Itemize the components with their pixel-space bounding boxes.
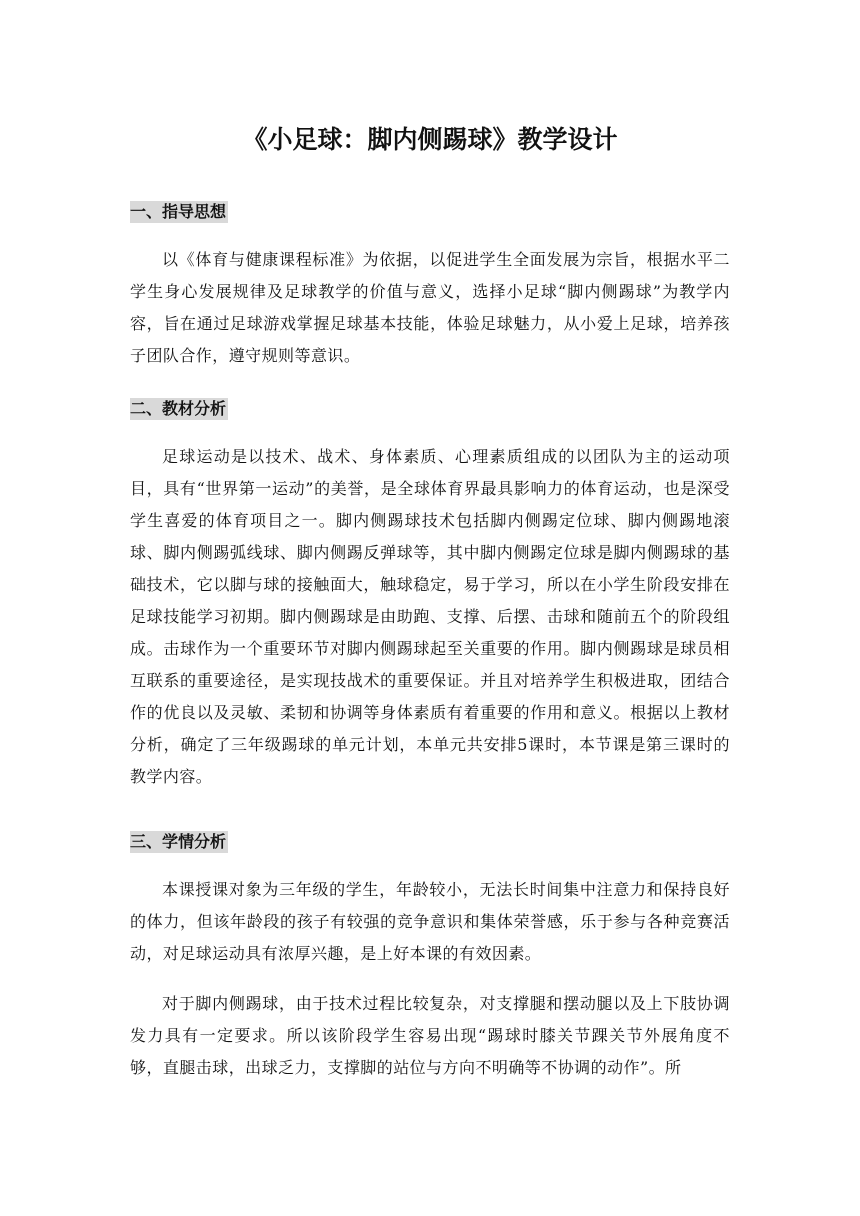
paragraph-student-analysis-1: 本课授课对象为三年级的学生，年龄较小，无法长时间集中注意力和保持良好的体力，但该年龄段的孩子有较强的竞争意识和集体荣誉感，乐于参与各种竞赛活动，对足球运动具有浓厚兴趣，是上好本课的有效因素。 xyxy=(130,880,730,963)
paragraph-material-analysis: 足球运动是以技术、战术、身体素质、心理素质组成的以团队为主的运动项目，具有“世界第一运动”的美誉，是全球体育界最具影响力的体育运动，也是深受学生喜爱的体育项目之一。脚内侧踢球技术包括脚内侧踢定位球、脚内侧踢地滚球、脚内侧踢弧线球、脚内侧踢反弹球等，其中脚内侧踢定位球是脚内侧踢球的基础技术，它以脚与球的接触面大，触球稳定，易于学习，所以在小学生阶段安排在足球技能学习初期。脚内侧踢球是由助跑、支撑、后摆、击球和随前五个的阶段组成。击球作为一个重要环节对脚内侧踢球起至关重要的作用。脚内侧踢球是球员相互联系的重要途径，是实现技战术的重要保证。并且对培养学生积极进取，团结合作的优良以及灵敏、柔韧和协调等身体素质有着重要的作用和意义。根据以上教材分析，确定了三年级踢球的单元计划，本单元共安排5课时，本节课是第三课时的教学内容。 xyxy=(130,447,730,786)
section-heading-material-analysis: 二、教材分析 xyxy=(130,399,227,418)
paragraph-guiding-ideology: 以《体育与健康课程标准》为依据，以促进学生全面发展为宗旨，根据水平二学生身心发展规律及足球教学的价值与意义，选择小足球“脚内侧踢球”为教学内容，旨在通过足球游戏掌握足球基本技能，体验足球魅力，从小爱上足球，培养孩子团队合作，遵守规则等意识。 xyxy=(130,250,730,365)
document-title: 《小足球：脚内侧踢球》教学设计 xyxy=(242,125,618,154)
section-heading-guiding-ideology: 一、指导思想 xyxy=(130,202,227,221)
section-heading-student-analysis: 三、学情分析 xyxy=(130,832,227,851)
paragraph-student-analysis-2: 对于脚内侧踢球，由于技术过程比较复杂，对支撑腿和摆动腿以及上下肢协调发力具有一定要求。所以该阶段学生容易出现“踢球时膝关节踝关节外展角度不够，直腿击球，出球乏力，支撑脚的站位与方向不明确等不协调的动作”。所 xyxy=(130,994,730,1077)
